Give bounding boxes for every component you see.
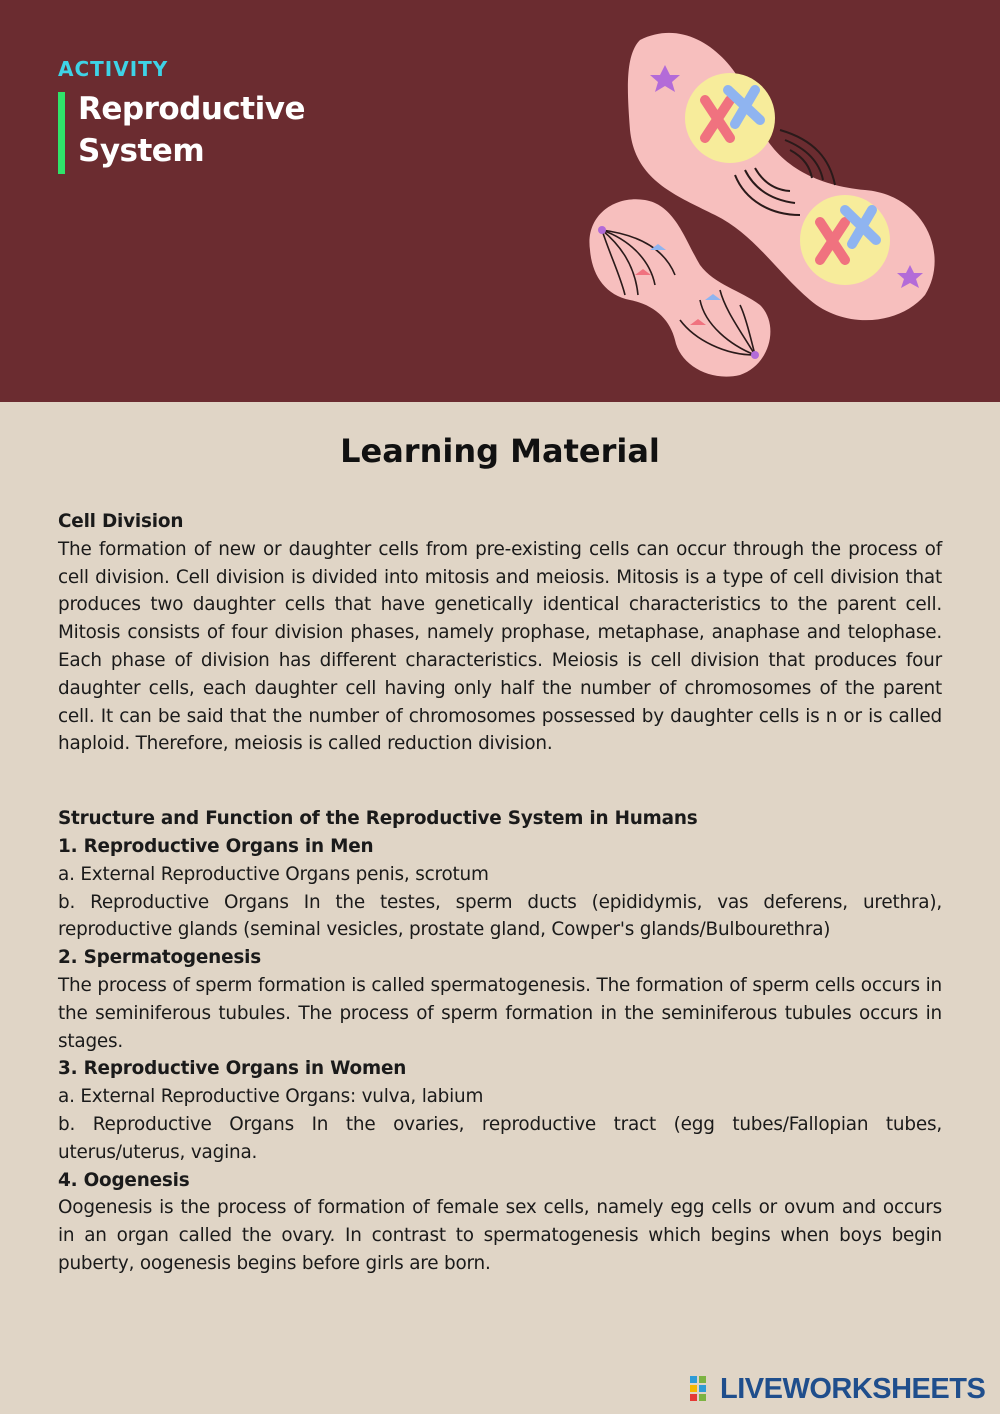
- section-1-title: 1. Reproductive Organs in Men: [58, 835, 374, 857]
- page-title: [78, 88, 305, 172]
- section-heading: Learning Material: [340, 432, 660, 470]
- section-2-body: The process of sperm formation is called spermatogenesis. The formation of sperm cells occurs in the seminiferous tubules. The process of sperm formation in the seminiferous tubules occurs in stages.: [58, 974, 942, 1052]
- cell-division-illustration: [580, 20, 950, 390]
- activity-label: ACTIVITY: [58, 57, 169, 81]
- page-title-line1: Reproductive: [78, 91, 305, 127]
- section-4-body: Oogenesis is the process of formation of female sex cells, namely egg cells or ovum and occurs in an organ called the ovary. In contrast to spermatogenesis which begins when boys begin puberty, oogenesis begins before girls are born.: [58, 1197, 942, 1274]
- section-1-item-a: a. External Reproductive Organs penis, scrotum: [58, 863, 489, 885]
- section-1-item-b: b. Reproductive Organs In the testes, sperm ducts (epididymis, vas deferens, urethra), reproductive glands (seminal vesicles, prostate gland, Cowper's glands/Bulbourethra): [58, 891, 942, 941]
- learning-content: [58, 508, 942, 1278]
- liveworksheets-logo[interactable]: [690, 1372, 985, 1406]
- page-title-line2: System: [78, 133, 205, 169]
- spacer: [58, 758, 942, 805]
- cell-division-title: Cell Division: [58, 511, 184, 532]
- liveworksheets-logo-icon: [690, 1376, 716, 1402]
- section-3-title: 3. Reproductive Organs in Women: [58, 1058, 407, 1080]
- title-accent-bar: [58, 92, 65, 174]
- header-banner: [0, 0, 1000, 402]
- section-3-item-a: a. External Reproductive Organs: vulva, labium: [58, 1086, 484, 1108]
- section-4-title: 4. Oogenesis: [58, 1169, 190, 1191]
- section-2-title: 2. Spermatogenesis: [58, 947, 261, 969]
- section-3-item-b: b. Reproductive Organs In the ovaries, reproductive tract (egg tubes/Fallopian tubes, uterus/uterus, vagina.: [58, 1113, 942, 1163]
- structure-title: Structure and Function of the Reproductive System in Humans: [58, 808, 698, 830]
- cell-division-body: The formation of new or daughter cells from pre-existing cells can occur through the process of cell division. Cell division is divided into mitosis and meiosis. Mitosis is a type of cell division that produces two daughter cells that have genetically identical characteristics to the parent cell. Mitosis consists of four division phases, namely prophase, metaphase, anaphase and telophase. Each phase of division has different characteristics. Meiosis is cell division that produces four daughter cells, each daughter cell having only half the number of chromosomes of the parent cell. It can be said that the number of chromosomes possessed by daughter cells is n or is called haploid. Therefore, meiosis is called reduction division.: [58, 538, 942, 755]
- liveworksheets-logo-text: LIVEWORKSHEETS: [720, 1372, 986, 1405]
